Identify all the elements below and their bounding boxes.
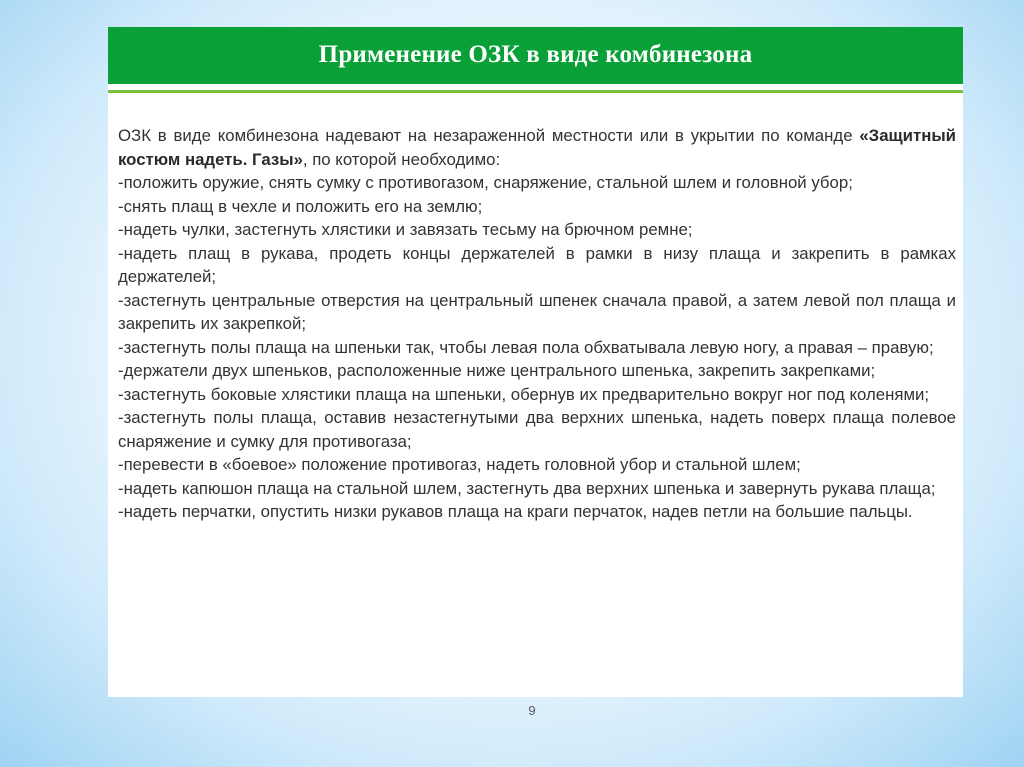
step-item: -перевести в «боевое» положение противогаз, надеть головной убор и стальной шлем; (118, 455, 801, 474)
slide-title: Применение ОЗК в виде комбинезона (318, 40, 753, 68)
step-item: -держатели двух шпеньков, расположенные ниже центрального шпенька, закрепить закрепками; (118, 361, 876, 380)
step-item: -застегнуть полы плаща, оставив незастегнутыми два верхних шпенька, надеть поверх плаща полевое снаряжение и сумку для противогаза; (118, 408, 956, 451)
page-number: 9 (528, 703, 536, 718)
title-underline (108, 90, 963, 93)
step-item: -застегнуть центральные отверстия на центральный шпенек сначала правой, а затем левой пол плаща и закрепить их закрепкой; (118, 290, 956, 333)
title-bar (108, 27, 963, 84)
step-item: -надеть перчатки, опустить низки рукавов плаща на краги перчаток, надев петли на большие пальцы. (118, 502, 913, 521)
intro-command: «Защитный костюм надеть. Газы» (118, 126, 956, 169)
body-text (118, 124, 956, 524)
step-item: -надеть чулки, застегнуть хлястики и завязать тесьму на брючном ремне; (118, 220, 693, 239)
step-item: -застегнуть боковые хлястики плаща на шпеньки, обернув их предварительно вокруг ног под коленями; (118, 384, 930, 404)
step-item: -положить оружие, снять сумку с противогазом, снаряжение, стальной шлем и головной убор; (118, 173, 853, 192)
step-item: -застегнуть полы плаща на шпеньки так, чтобы левая пола обхватывала левую ногу, а правая – правую; (118, 337, 934, 357)
step-item: -снять плащ в чехле и положить его на землю; (118, 196, 483, 216)
step-item: -надеть капюшон плаща на стальной шлем, застегнуть два верхних шпенька и завернуть рукава плаща; (118, 478, 936, 498)
intro-before: ОЗК в виде комбинезона надевают на незараженной местности или в укрытии по команде (118, 126, 860, 145)
step-item: -надеть плащ в рукава, продеть концы держателей в рамки в низу плаща и закрепить в рамках держателей; (118, 243, 956, 286)
slide-card (108, 27, 963, 697)
intro-after: , по которой необходимо: (302, 149, 501, 169)
intro-paragraph (118, 124, 956, 171)
